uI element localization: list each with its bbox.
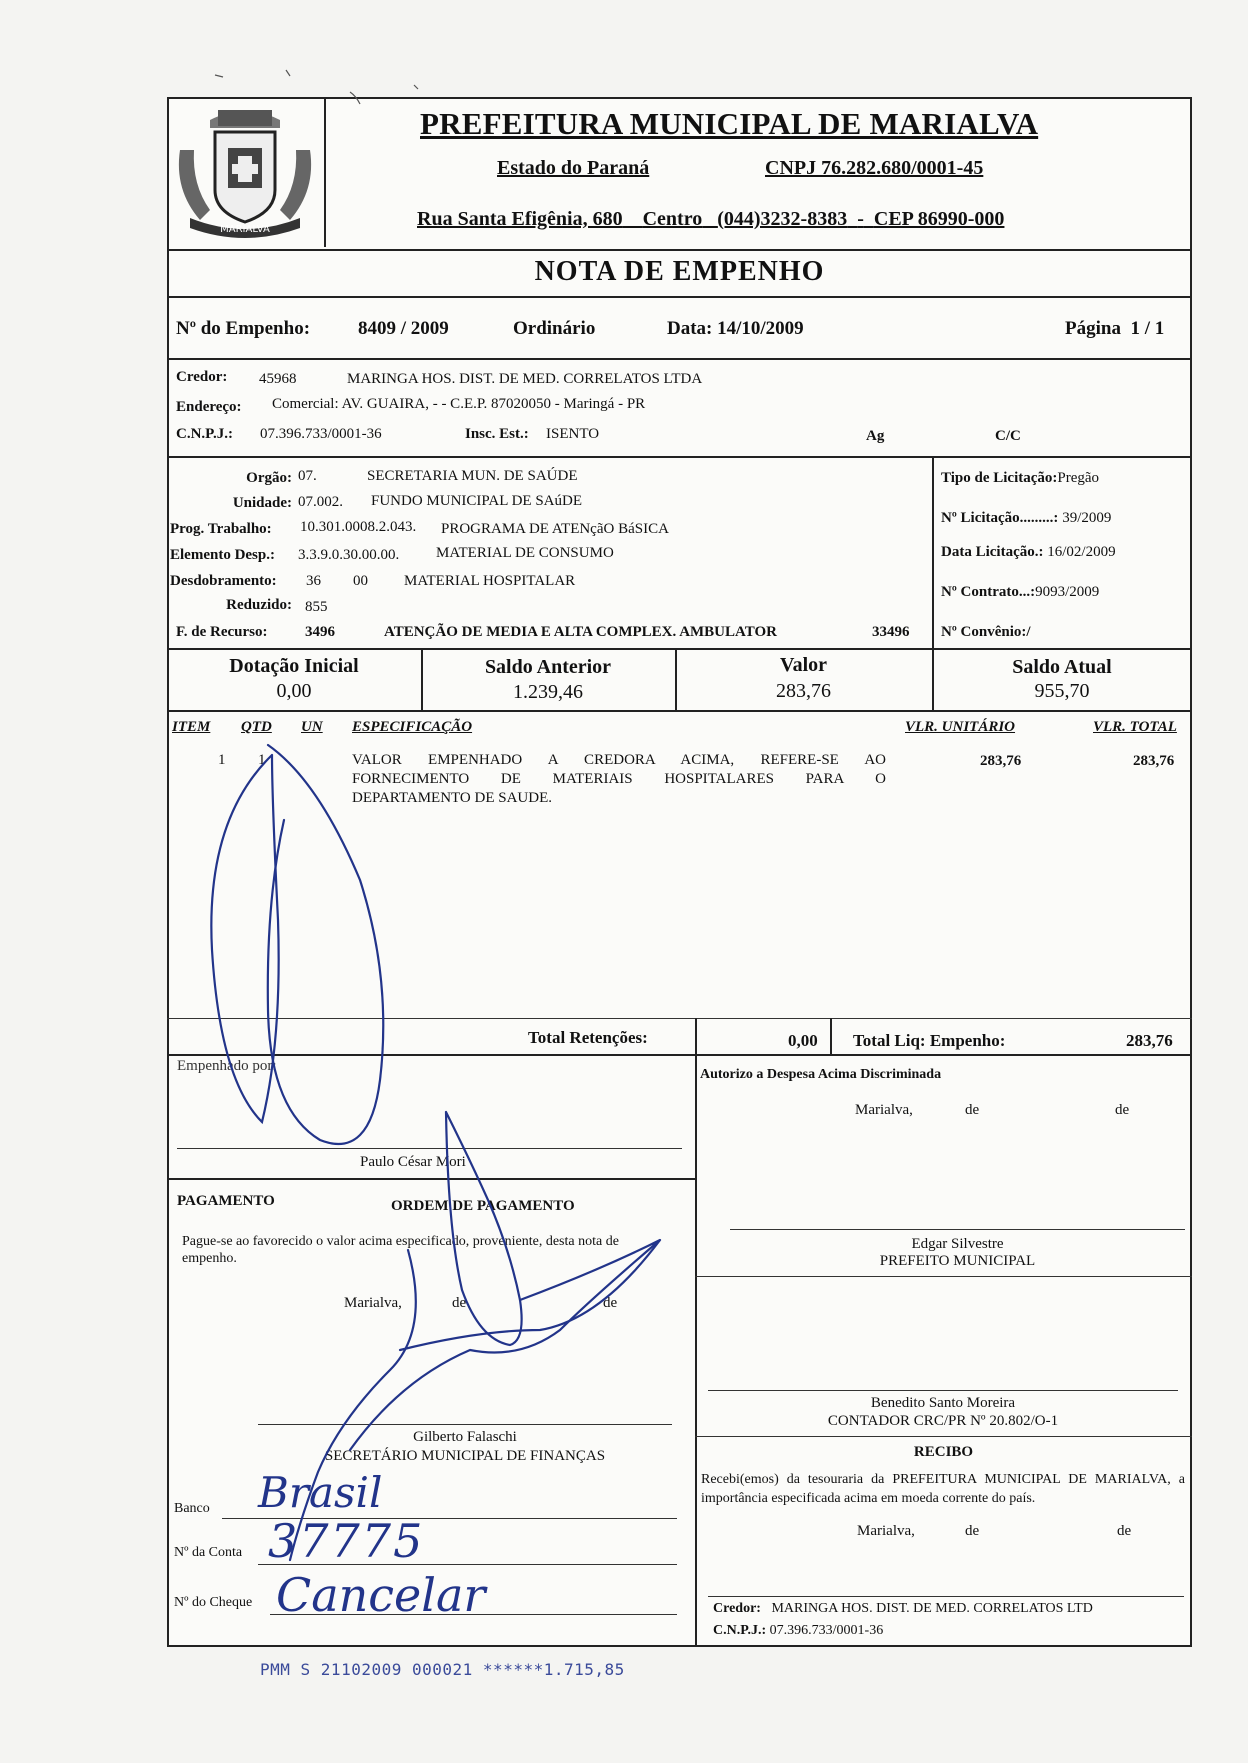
orgao-label: Orgão: bbox=[246, 470, 292, 486]
desdobramento-name: MATERIAL HOSPITALAR bbox=[404, 573, 576, 589]
page-label: Página bbox=[1065, 318, 1121, 339]
saldo-anterior-value: 1.239,46 bbox=[513, 681, 583, 703]
total-retencoes-value: 0,00 bbox=[788, 1031, 818, 1050]
item-number: 1 bbox=[218, 752, 226, 768]
insc-value: ISENTO bbox=[546, 426, 600, 442]
autorizo-title: Autorizo a Despesa Acima Discriminada bbox=[700, 1067, 942, 1082]
handwritten-conta: 37775 bbox=[268, 1514, 425, 1568]
center: Centro bbox=[642, 208, 703, 230]
orgao-name: SECRETARIA MUN. DE SAÚDE bbox=[367, 468, 578, 484]
dotacao-value: 0,00 bbox=[276, 680, 312, 702]
elemento-name: MATERIAL DE CONSUMO bbox=[436, 545, 614, 561]
saldo-atual-value: 955,70 bbox=[1034, 680, 1090, 702]
credor-cnpj-label: C.N.P.J.: bbox=[176, 426, 233, 442]
orgao-code: 07. bbox=[298, 468, 317, 484]
payment-stamp: PMM S 21102009 000021 ******1.715,85 bbox=[260, 1660, 625, 1679]
contador-role: CONTADOR CRC/PR Nº 20.802/O-1 bbox=[827, 1413, 1059, 1429]
reduzido-code: 855 bbox=[305, 599, 328, 615]
data-licitacao-value: 16/02/2009 bbox=[1047, 544, 1116, 560]
desdobramento-a: 36 bbox=[306, 573, 321, 589]
autorizo-de2: de bbox=[1115, 1102, 1130, 1118]
credor-cnpj: 07.396.733/0001-36 bbox=[260, 426, 382, 442]
cheque-label: Nº do Cheque bbox=[174, 1595, 253, 1610]
endereco-value: Comercial: AV. GUAIRA, - - C.E.P. 87020050 - Maringá - PR bbox=[272, 396, 646, 412]
svg-text:MARIALVA: MARIALVA bbox=[220, 224, 270, 235]
item-description-line1: VALOR EMPENHADO A CREDORA ACIMA, REFERE-SE AO bbox=[352, 752, 886, 768]
item-qtd: 1 bbox=[258, 752, 266, 768]
numero-contrato-value: 9093/2009 bbox=[1035, 584, 1100, 600]
pagamento-text: Pague-se ao favorecido o valor acima especificado, proveniente, desta nota de empenho. bbox=[182, 1234, 619, 1266]
page-title: PREFEITURA MUNICIPAL DE MARIALVA bbox=[420, 106, 1039, 141]
col-qtd: QTD bbox=[241, 719, 272, 735]
col-un: UN bbox=[301, 719, 323, 735]
unidade-label: Unidade: bbox=[232, 495, 292, 511]
prefeito-name: Edgar Silvestre bbox=[911, 1236, 1004, 1252]
prog-name: PROGRAMA DE ATENçãO BáSICA bbox=[441, 521, 669, 537]
unidade-code: 07.002. bbox=[298, 494, 343, 510]
prefeito-role: PREFEITO MUNICIPAL bbox=[879, 1253, 1036, 1269]
cc-label: C/C bbox=[995, 428, 1021, 444]
dotacao-label: Dotação Inicial bbox=[229, 655, 359, 677]
recibo-title: RECIBO bbox=[913, 1444, 974, 1460]
data-licitacao-label: Data Licitação.: bbox=[941, 544, 1044, 560]
secretario-name: Gilberto Falaschi bbox=[413, 1429, 517, 1445]
desdobramento-label: Desdobramento: bbox=[170, 573, 277, 589]
pagamento-de2: de bbox=[603, 1295, 618, 1311]
unidade-name: FUNDO MUNICIPAL DE SAúDE bbox=[371, 493, 582, 509]
banco-label: Banco bbox=[174, 1501, 210, 1516]
numero-licitacao-value: 39/2009 bbox=[1062, 510, 1112, 526]
recibo-credor-name: MARINGA HOS. DIST. DE MED. CORRELATOS LTD bbox=[771, 1601, 1093, 1616]
recibo-place: Marialva, bbox=[857, 1523, 915, 1539]
contador-name: Benedito Santo Moreira bbox=[870, 1395, 1016, 1411]
empenhado-label: Empenhado por: bbox=[177, 1058, 277, 1074]
col-vlr-unitario: VLR. UNITÁRIO bbox=[905, 719, 1016, 735]
total-liquido-label: Total Liq: Empenho: bbox=[853, 1031, 1006, 1050]
col-vlr-total: VLR. TOTAL bbox=[1093, 719, 1177, 735]
recibo-cnpj-value: 07.396.733/0001-36 bbox=[769, 1623, 884, 1638]
document-title: NOTA DE EMPENHO bbox=[534, 256, 825, 287]
conta-label: Nº da Conta bbox=[174, 1545, 243, 1560]
prog-label: Prog. Trabalho: bbox=[170, 521, 272, 537]
elemento-code: 3.3.9.0.30.00.00. bbox=[298, 547, 400, 563]
numero-convenio: Nº Convênio:/ bbox=[941, 624, 1031, 640]
ag-label: Ag bbox=[866, 428, 885, 444]
empenho-type: Ordinário bbox=[513, 318, 596, 339]
saldo-atual-label: Saldo Atual bbox=[1012, 656, 1112, 678]
pagamento-place: Marialva, bbox=[344, 1295, 402, 1311]
valor-value: 283,76 bbox=[776, 680, 831, 702]
empenho-date: Data: 14/10/2009 bbox=[667, 318, 804, 339]
tipo-licitacao-label: Tipo de Licitação: bbox=[941, 470, 1058, 486]
fonte-code: 3496 bbox=[305, 624, 335, 640]
total-retencoes-label: Total Retenções: bbox=[528, 1028, 648, 1047]
autorizo-place: Marialva, bbox=[855, 1102, 913, 1118]
handwritten-cheque: Cancelar bbox=[276, 1568, 486, 1622]
separator: - bbox=[857, 208, 864, 230]
desdobramento-b: 00 bbox=[353, 573, 368, 589]
empenho-label: Nº do Empenho: bbox=[176, 318, 311, 339]
saldo-anterior-label: Saldo Anterior bbox=[484, 656, 612, 678]
phone: (044)3232-8383 bbox=[717, 208, 848, 230]
credor-label: Credor: bbox=[176, 369, 228, 385]
item-description-line3: DEPARTAMENTO DE SAUDE. bbox=[352, 790, 552, 806]
recibo-cnpj-label: C.N.P.J.: bbox=[713, 1623, 767, 1638]
valor-label: Valor bbox=[779, 654, 828, 676]
cep: CEP 86990-000 bbox=[873, 208, 1005, 230]
col-especificacao: ESPECIFICAÇÃO bbox=[352, 719, 473, 735]
item-vlr-total: 283,76 bbox=[1133, 753, 1175, 769]
tipo-licitacao-value: Pregão bbox=[1057, 470, 1100, 486]
reduzido-label: Reduzido: bbox=[226, 597, 292, 613]
fonte-label: F. de Recurso: bbox=[176, 624, 268, 640]
ordem-pagamento-title: ORDEM DE PAGAMENTO bbox=[391, 1198, 575, 1214]
address: Rua Santa Efigênia, 680 bbox=[417, 208, 623, 230]
insc-label: Insc. Est.: bbox=[465, 426, 529, 442]
recibo-text: Recebi(emos) da tesouraria da PREFEITURA MUNICIPAL DE MARIALVA, a importância especificada acima em moeda corrente do país. bbox=[701, 1472, 1185, 1506]
state-label: Estado do Paraná bbox=[497, 157, 650, 179]
col-item: ITEM bbox=[172, 719, 211, 735]
prog-code: 10.301.0008.2.043. bbox=[300, 519, 417, 535]
empenhado-signer: Paulo César Mori bbox=[360, 1154, 466, 1170]
recibo-de2: de bbox=[1117, 1523, 1132, 1539]
numero-contrato-label: Nº Contrato...: bbox=[941, 584, 1036, 600]
empenho-number: 8409 / 2009 bbox=[358, 318, 449, 339]
endereco-label: Endereço: bbox=[176, 399, 242, 415]
numero-licitacao-label: Nº Licitação.........: bbox=[941, 510, 1059, 526]
cnpj-label: CNPJ 76.282.680/0001-45 bbox=[765, 157, 984, 179]
pagamento-title: PAGAMENTO bbox=[177, 1193, 275, 1209]
fonte-number: 33496 bbox=[872, 624, 910, 640]
item-description-line2: FORNECIMENTO DE MATERIAIS HOSPITALARES PARA O bbox=[352, 771, 886, 787]
secretario-role: SECRETÁRIO MUNICIPAL DE FINANÇAS bbox=[324, 1448, 606, 1464]
recibo-credor-label: Credor: bbox=[713, 1601, 761, 1616]
credor-code: 45968 bbox=[259, 371, 297, 387]
elemento-label: Elemento Desp.: bbox=[170, 547, 275, 563]
page-value: 1 / 1 bbox=[1130, 318, 1165, 339]
handwritten-banco: Brasil bbox=[258, 1468, 383, 1517]
recibo-de1: de bbox=[965, 1523, 980, 1539]
item-vlr-unitario: 283,76 bbox=[980, 753, 1022, 769]
fonte-name: ATENÇÃO DE MEDIA E ALTA COMPLEX. AMBULATOR bbox=[384, 624, 777, 640]
pagamento-de1: de bbox=[452, 1295, 467, 1311]
credor-name: MARINGA HOS. DIST. DE MED. CORRELATOS LTDA bbox=[347, 371, 703, 387]
autorizo-de1: de bbox=[965, 1102, 980, 1118]
total-liquido-value: 283,76 bbox=[1126, 1031, 1173, 1050]
